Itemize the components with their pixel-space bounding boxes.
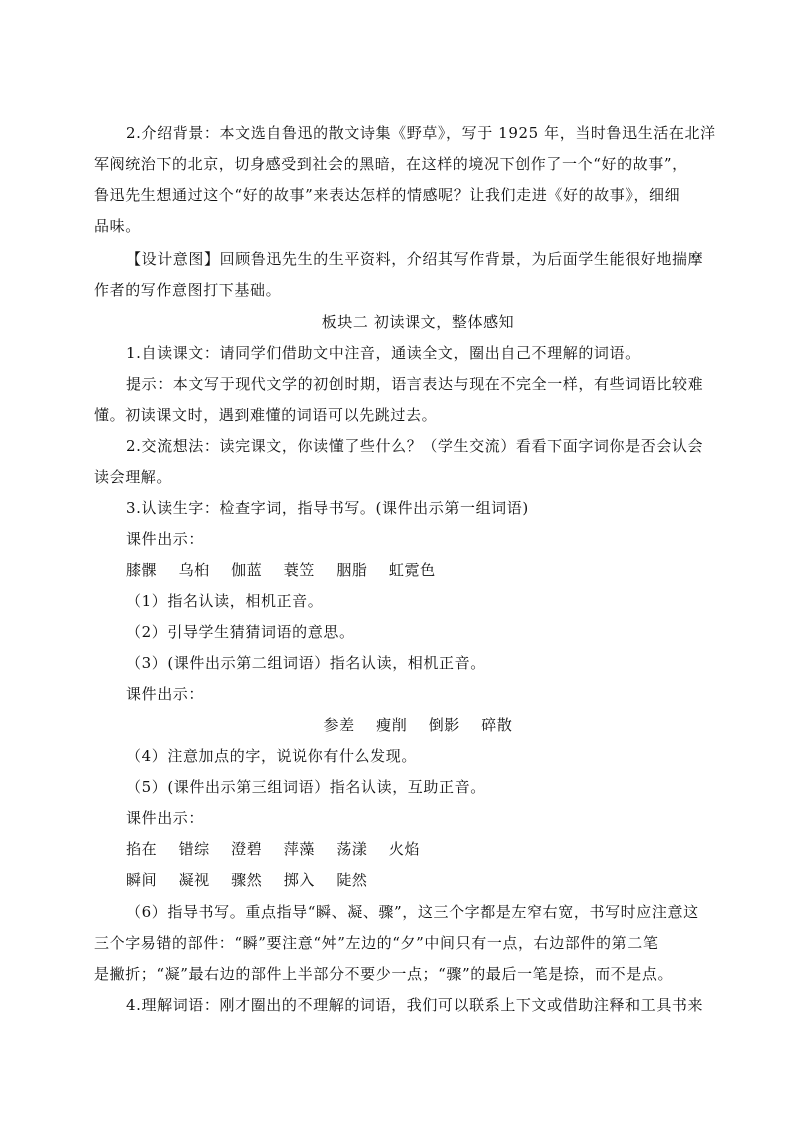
paragraph-line: 2.介绍背景：本文选自鲁迅的散文诗集《野草》，写于 1925 年，当时鲁迅生活在北洋 bbox=[126, 124, 716, 142]
word-group-1 bbox=[126, 559, 452, 581]
vocab-word: 陡然 bbox=[336, 871, 368, 889]
vocab-word: 掐在 bbox=[126, 840, 158, 858]
vocab-word: 瞬间 bbox=[126, 871, 158, 889]
vocab-word: 澄碧 bbox=[231, 840, 263, 858]
paragraph-line: 读会理解。 bbox=[94, 468, 173, 486]
paragraph-line: 提示：本文写于现代文学的初创时期，语言表达与现在不完全一样，有些词语比较难 bbox=[126, 375, 704, 393]
paragraph-line: （2）引导学生猜猜词语的意思。 bbox=[126, 623, 355, 641]
vocab-word: 参差 bbox=[323, 716, 355, 734]
paragraph-line: 2.交流想法：读完课文，你读懂了些什么？（学生交流）看看下面字词你是否会认会 bbox=[126, 437, 704, 455]
paragraph-line: 懂。初读课文时，遇到难懂的词语可以先跳过去。 bbox=[94, 406, 438, 424]
paragraph-line: （4）注意加点的字，说说你有什么发现。 bbox=[126, 747, 417, 765]
paragraph-line: 1.自读课文：请同学们借助文中注音，通读全文，圈出自己不理解的词语。 bbox=[126, 344, 641, 362]
word-group-3b bbox=[126, 869, 384, 891]
paragraph-line: 鲁迅先生想通过这个“好的故事”来表达怎样的情感呢？让我们走进《好的故事》，细细 bbox=[94, 186, 681, 204]
paragraph-line: （1）指名认读，相机正音。 bbox=[126, 592, 324, 610]
vocab-word: 碎散 bbox=[481, 716, 513, 734]
paragraph-line: 品味。 bbox=[94, 217, 141, 235]
vocab-word: 掷入 bbox=[283, 871, 315, 889]
paragraph-line: 三个字易错的部件：“瞬”要注意“舛”左边的“夕”中间只有一点，右边部件的第二笔 bbox=[94, 934, 659, 952]
vocab-word: 火焰 bbox=[388, 840, 421, 858]
vocab-word: 蓑笠 bbox=[283, 561, 315, 579]
vocab-word: 荡漾 bbox=[336, 840, 368, 858]
paragraph-line: （3）(课件出示第二组词语）指名认读，相机正音。 bbox=[126, 654, 486, 672]
paragraph-line: 【设计意图】回顾鲁迅先生的生平资料，介绍其写作背景，为后面学生能很好地揣摩 bbox=[126, 250, 704, 268]
vocab-word: 膝髁 bbox=[126, 561, 158, 579]
vocab-word: 胭脂 bbox=[336, 561, 368, 579]
paragraph-line: 课件出示： bbox=[126, 530, 205, 548]
paragraph-line: 是撇折；“凝”最右边的部件上半部分不要少一点；“骤”的最后一笔是捺，而不是点。 bbox=[94, 965, 674, 983]
paragraph-line: 课件出示： bbox=[126, 809, 205, 827]
vocab-word: 凝视 bbox=[178, 871, 210, 889]
vocab-word: 错综 bbox=[178, 840, 210, 858]
section-heading: 板块二 初读课文，整体感知 bbox=[321, 313, 515, 331]
paragraph-line: （6）指导书写。重点指导“瞬、凝、骤”，这三个字都是左窄右宽，书写时应注意这 bbox=[126, 903, 699, 921]
vocab-word: 倒影 bbox=[428, 716, 460, 734]
paragraph-line: 课件出示： bbox=[126, 685, 205, 703]
paragraph-line: 军阀统治下的北京，切身感受到社会的黑暗，在这样的境况下创作了一个“好的故事”， bbox=[94, 155, 688, 173]
paragraph-line: 作者的写作意图打下基础。 bbox=[94, 281, 282, 299]
vocab-word: 乌桕 bbox=[178, 561, 210, 579]
vocab-word: 瘦削 bbox=[376, 716, 408, 734]
word-group-3a bbox=[126, 838, 436, 860]
paragraph-line: （5）(课件出示第三组词语）指名认读，互助正音。 bbox=[126, 778, 486, 796]
vocab-word: 伽蓝 bbox=[231, 561, 263, 579]
word-group-2 bbox=[94, 714, 742, 736]
vocab-word: 萍藻 bbox=[283, 840, 315, 858]
paragraph-line: 3.认读生字：检查字词，指导书写。(课件出示第一组词语) bbox=[126, 499, 529, 517]
vocab-word: 虹霓色 bbox=[388, 561, 436, 579]
paragraph-line: 4.理解词语：刚才圈出的不理解的词语，我们可以联系上下文或借助注释和工具书来 bbox=[126, 996, 704, 1014]
vocab-word: 骤然 bbox=[231, 871, 263, 889]
